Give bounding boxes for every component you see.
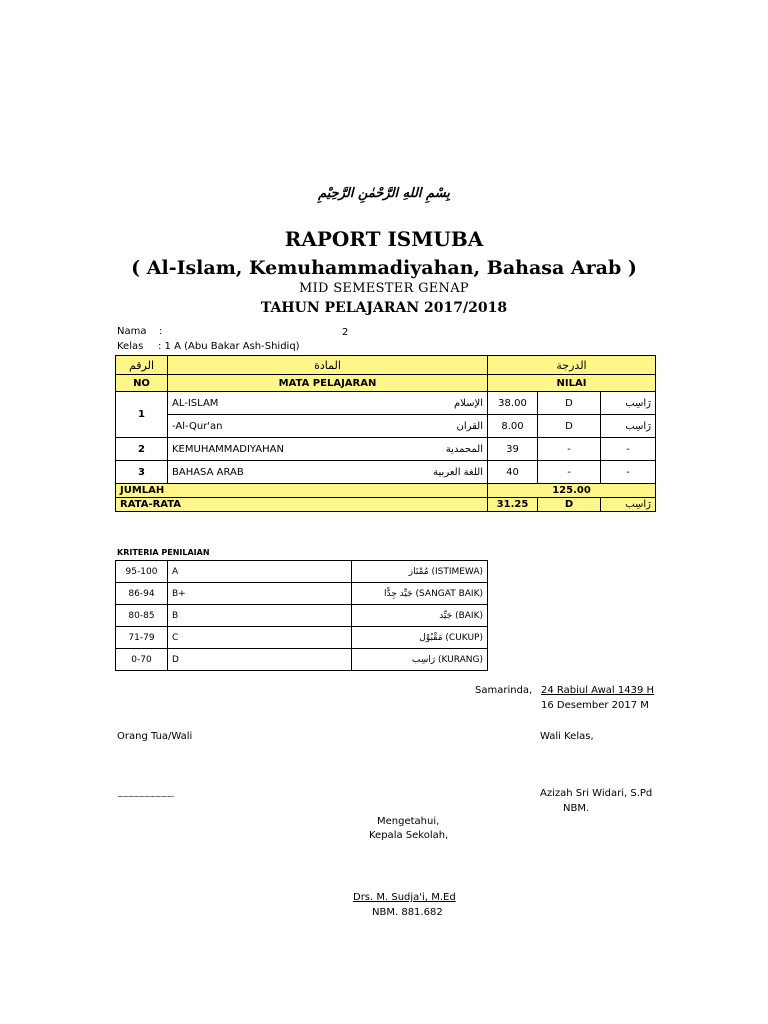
criteria-desc: جَيِّد (BAIK) bbox=[352, 605, 488, 627]
report-subtitle: ( Al-Islam, Kemuhammadiyahan, Bahasa Arab ) bbox=[131, 257, 637, 279]
letter-grade: - bbox=[538, 438, 601, 461]
name-label: Nama bbox=[117, 326, 147, 337]
parent-label: Orang Tua/Wali bbox=[117, 731, 193, 742]
hijri-date: 24 Rabiul Awal 1439 H bbox=[541, 685, 655, 696]
criteria-desc: رَاسِب (KURANG) bbox=[352, 649, 488, 671]
score: 39 bbox=[488, 438, 538, 461]
subject-cell bbox=[168, 438, 488, 461]
subject-name-ar: الإسلام bbox=[453, 397, 483, 409]
average-letter: D bbox=[538, 498, 601, 512]
criteria-row bbox=[116, 627, 488, 649]
subject-name: -Al-Qur'an bbox=[172, 420, 223, 432]
header-subject: MATA PELAJARAN bbox=[168, 375, 488, 392]
semester-label: MID SEMESTER GENAP bbox=[299, 281, 469, 296]
letter-grade: D bbox=[538, 415, 601, 438]
predicate: - bbox=[601, 438, 656, 461]
report-title: RAPORT ISMUBA bbox=[284, 227, 484, 251]
total-label: JUMLAH bbox=[116, 484, 488, 498]
criteria-row bbox=[116, 649, 488, 671]
subject-name: AL-ISLAM bbox=[172, 397, 219, 409]
criteria-range: 86-94 bbox=[116, 583, 168, 605]
criteria-row bbox=[116, 561, 488, 583]
subject-name-ar: اللغة العربية bbox=[433, 466, 483, 478]
academic-year: TAHUN PELAJARAN 2017/2018 bbox=[260, 300, 508, 316]
row-no: 3 bbox=[116, 461, 168, 484]
criteria-letter: D bbox=[168, 649, 352, 671]
signature-place: Samarinda, bbox=[475, 685, 533, 696]
class-value: : 1 A (Abu Bakar Ash-Shidiq) bbox=[158, 341, 300, 352]
score: 8.00 bbox=[488, 415, 538, 438]
header-subject-ar: المادة bbox=[168, 356, 488, 375]
criteria-range: 95-100 bbox=[116, 561, 168, 583]
criteria-letter: C bbox=[168, 627, 352, 649]
name-value: 2 bbox=[342, 327, 349, 338]
letter-grade: D bbox=[538, 392, 601, 415]
row-no: 2 bbox=[116, 438, 168, 461]
name-colon: : bbox=[159, 326, 163, 337]
criteria-letter: B+ bbox=[168, 583, 352, 605]
criteria-row bbox=[116, 605, 488, 627]
teacher-label: Wali Kelas, bbox=[540, 731, 594, 742]
basmalah: بِسْمِ اللهِ الرَّحْمٰنِ الرَّحِيْمِ bbox=[318, 186, 450, 201]
subject-name: KEMUHAMMADIYAHAN bbox=[172, 443, 284, 455]
subject-name: BAHASA ARAB bbox=[172, 466, 244, 478]
predicate: رَاسِب bbox=[601, 392, 656, 415]
predicate: رَاسِب bbox=[601, 415, 656, 438]
subject-cell bbox=[168, 392, 488, 415]
acknowledged-label: Mengetahui, bbox=[377, 816, 440, 827]
average-label: RATA-RATA bbox=[116, 498, 488, 512]
teacher-name: Azizah Sri Widari, S.Pd bbox=[540, 788, 653, 799]
principal-name: Drs. M. Sudja'i, M.Ed bbox=[353, 892, 456, 903]
score: 38.00 bbox=[488, 392, 538, 415]
subject-cell bbox=[168, 461, 488, 484]
criteria-title: KRITERIA PENILAIAN bbox=[117, 548, 210, 557]
score: 40 bbox=[488, 461, 538, 484]
average-value: 31.25 bbox=[488, 498, 538, 512]
row-no: 1 bbox=[116, 392, 168, 438]
letter-grade: - bbox=[538, 461, 601, 484]
criteria-desc: مُمْتَاز (ISTIMEWA) bbox=[352, 561, 488, 583]
header-no-ar: الرقم bbox=[116, 356, 168, 375]
criteria-letter: A bbox=[168, 561, 352, 583]
criteria-range: 0-70 bbox=[116, 649, 168, 671]
average-predicate: رَاسِب bbox=[601, 498, 656, 512]
subject-name-ar: المحمدية bbox=[445, 443, 483, 455]
criteria-desc: جَيِّد جِدًّا (SANGAT BAIK) bbox=[352, 583, 488, 605]
parent-signature-line: .............................................. bbox=[117, 791, 174, 799]
header-row-latin bbox=[116, 375, 656, 392]
table-row bbox=[116, 438, 656, 461]
criteria-row bbox=[116, 583, 488, 605]
grades-table bbox=[115, 355, 656, 512]
subject-name-ar: القران bbox=[456, 420, 483, 432]
class-label: Kelas bbox=[117, 341, 144, 352]
table-row bbox=[116, 392, 656, 415]
header-no: NO bbox=[116, 375, 168, 392]
criteria-table bbox=[115, 560, 488, 671]
predicate: - bbox=[601, 461, 656, 484]
table-row bbox=[116, 415, 656, 438]
subject-cell bbox=[168, 415, 488, 438]
header-grade-ar: الدرجة bbox=[488, 356, 656, 375]
gregorian-date: 16 Desember 2017 M bbox=[541, 700, 649, 711]
average-row bbox=[116, 498, 656, 512]
criteria-desc: مَقْبُوْل (CUKUP) bbox=[352, 627, 488, 649]
criteria-letter: B bbox=[168, 605, 352, 627]
total-row bbox=[116, 484, 656, 498]
total-value: 125.00 bbox=[488, 484, 656, 498]
table-row bbox=[116, 461, 656, 484]
principal-nbm: NBM. 881.682 bbox=[372, 907, 443, 918]
criteria-range: 71-79 bbox=[116, 627, 168, 649]
teacher-nbm: NBM. bbox=[563, 803, 590, 814]
criteria-range: 80-85 bbox=[116, 605, 168, 627]
header-grade: NILAI bbox=[488, 375, 656, 392]
header-row-arabic bbox=[116, 356, 656, 375]
principal-label: Kepala Sekolah, bbox=[369, 830, 449, 841]
